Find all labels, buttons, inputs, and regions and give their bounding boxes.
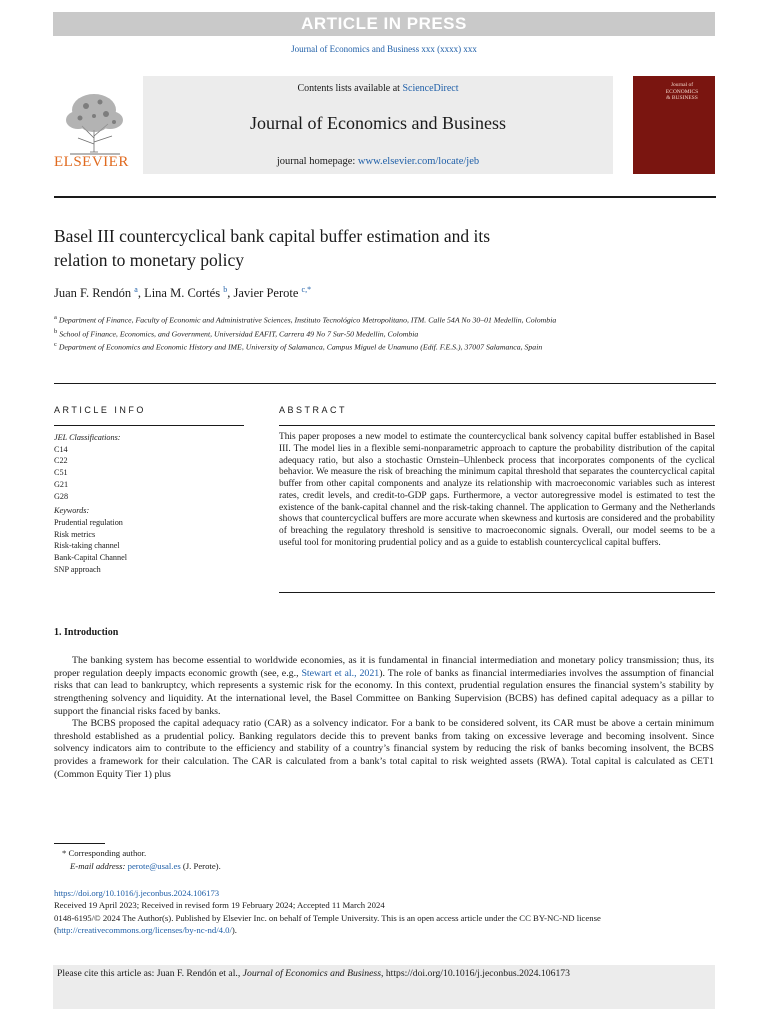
cover-line-3: & BUSINESS: [666, 95, 698, 101]
keyword: Prudential regulation: [54, 517, 123, 527]
cite-journal: Journal of Economics and Business: [242, 968, 381, 979]
journal-homepage: [143, 156, 613, 167]
jel-code: C22: [54, 456, 68, 466]
affiliation-marker: a: [54, 314, 57, 321]
author-name: Juan F. Rendón: [54, 286, 132, 301]
affiliations: [54, 312, 624, 353]
paragraph: The BCBS proposed the capital adequacy ratio (CAR) as a solvency indicator. For a bank to be considered solvent, its CAR must be above a certain minimum threshold established as a prudential policy. Banking regulators decide this to prevent banks from taking on excessive leverage and becoming insolvent. Since solvency indicators aim to contribute to the efficiency and stability of a country’s financial system by reducing the risk of banks becoming insolvent, the BCBS provides a framework for their calculation. The CAR is calculated from a bank’s total capital to risk weighted assets (RWA). Total capital is calculated as CET1 (Common Equity Tier 1) plus: [54, 718, 714, 780]
homepage-prefix: journal homepage:: [276, 156, 358, 167]
sciencedirect-link[interactable]: ScienceDirect: [402, 83, 459, 94]
abstract-end-divider: [279, 592, 715, 593]
article-title: [54, 224, 664, 272]
citation-box: [53, 965, 715, 1009]
email-link[interactable]: perote@usal.es: [127, 860, 181, 871]
article-in-press-banner: ARTICLE IN PRESS: [53, 12, 715, 36]
homepage-link[interactable]: www.elsevier.com/locate/jeb: [357, 156, 480, 167]
journal-cover-title: [650, 82, 714, 102]
author-affiliation-link[interactable]: c,*: [301, 285, 312, 294]
keyword: Bank-Capital Channel: [54, 553, 127, 563]
keyword: Risk metrics: [54, 529, 96, 539]
affiliation-text: School of Finance, Economics, and Government, Universidad EAFIT, Carrera 49 No 7 Sur-50 Medellin, Colombia: [59, 329, 419, 339]
doi-link[interactable]: https://doi.org/10.1016/j.jeconbus.2024.106173: [54, 888, 220, 898]
jel-code: G28: [54, 491, 69, 501]
elsevier-publisher-logo: ELSEVIER: [54, 154, 129, 170]
introduction-body: [54, 655, 714, 781]
author-name: Javier Perote: [233, 286, 299, 301]
jel-label: JEL Classifications:: [54, 433, 121, 442]
affiliation-text: Department of Economics and Economic History and IME, University of Salamanca, Campus Miguel de Unamuno (Edif. F.E.S.), 37007 Salamanca, Spain: [58, 342, 543, 352]
abstract-divider: [279, 425, 715, 426]
keyword: Risk-taking channel: [54, 541, 120, 551]
author-affiliation-link[interactable]: a: [134, 285, 138, 294]
affiliation-item: [54, 312, 624, 326]
corresponding-text: Corresponding author.: [68, 848, 147, 858]
cite-prefix: Please cite this article as: Juan F. Rendón et al.,: [57, 968, 243, 979]
paragraph-text: ). The role of banks as financial intermediaries involves the assumption of financial risks that can lead to bankruptcy, which represents a systemic risk for the economy. In this context, prudential regulation ensures the financial system’s stability by strengthening solvency and liquidity. At the international level, the Basel Committee on Banking Supervision (BCBS) has defined capital adequacy as a pillar to support the financial risks faced by banks.: [54, 667, 714, 717]
journal-reference-link[interactable]: Journal of Economics and Business xxx (xxxx) xxx: [291, 44, 477, 54]
email-line: [62, 860, 462, 873]
keywords-label: Keywords:: [54, 506, 90, 516]
article-info-divider: [54, 425, 244, 426]
abstract-text: This paper proposes a new model to estimate the countercyclical bank solvency capital buffer established in Basel III. The model lies in a flexible semi-nonparametric approach to capture the probability distribution of the capital adequacy ratio, but also a stochastic Ornstein–Uhlenbeck process that incorporates components of the cyclical behavior. We measure the risk of breaching the minimum capital threshold that separates the countercyclical capital buffer from other capital components and analyze its relationship with macroeconomic variables such as interest rates, credit levels, and credit-to-GDP gaps. Furthermore, a vector autoregressive model is estimated to test the existence of the bank-capital channel and the risk-taking channel. The application to Germany and the Netherlands shows that countercyclical buffers are more accurate when skewness and kurtosis are considered and the probability of breaching the regulatory threshold is sensitive to macroeconomic signals. Overall, our model seems to be a useful tool for monitoring prudential policy and as a guide to establish countercyclical capital buffers.: [279, 432, 715, 549]
introduction-heading: 1. Introduction: [54, 627, 119, 638]
title-line-2: relation to monetary policy: [54, 250, 245, 270]
title-line-1: Basel III countercyclical bank capital buffer estimation and its: [54, 226, 491, 246]
keyword: SNP approach: [54, 564, 101, 574]
affiliation-item: [54, 339, 624, 353]
article-info: [54, 432, 244, 575]
footnote-divider: [54, 843, 105, 844]
article-info-heading: ARTICLE INFO: [54, 405, 146, 415]
affiliation-item: [54, 326, 624, 340]
author-affiliation-link[interactable]: b: [223, 285, 228, 294]
header-divider: [54, 196, 716, 198]
journal-title: Journal of Economics and Business: [250, 113, 506, 133]
license-link[interactable]: http://creativecommons.org/licenses/by-nc-nd/4.0/: [56, 924, 232, 935]
author-list: Juan F. Rendón $^a$, Lina M. Cortés $^b$, Javier Perote $^{c,*}$: [54, 285, 312, 301]
email-suffix: (J. Perote).: [182, 860, 221, 871]
license-text: [54, 912, 716, 937]
jel-code: G21: [54, 479, 69, 489]
contents-line: [143, 83, 613, 94]
contents-prefix: Contents lists available at: [297, 83, 403, 94]
author-name: Lina M. Cortés: [144, 286, 221, 301]
affiliation-divider: [54, 383, 716, 384]
license-suffix: ).: [231, 924, 237, 935]
citation-link[interactable]: Stewart et al., 2021: [301, 667, 380, 679]
received-dates: Received 19 April 2023; Received in revised form 19 February 2024; Accepted 11 March 2024: [54, 900, 385, 911]
citation-text: [57, 968, 570, 979]
license-prefix: 0148-6195/© 2024 The Author(s). Published by Elsevier Inc. on behalf of Temple University. This is an open access article under the CC BY-NC-ND license (: [54, 912, 601, 935]
jel-code: C51: [54, 468, 68, 478]
article-metadata: [54, 887, 716, 936]
jel-code: C14: [54, 444, 68, 454]
paragraph: [54, 655, 714, 718]
cover-line-1: Journal of: [670, 82, 694, 88]
affiliation-marker: c: [54, 341, 57, 349]
cite-suffix: , https://doi.org/10.1016/j.jeconbus.2024.106173: [380, 968, 570, 979]
corresponding-note: [62, 847, 462, 860]
affiliation-text: Department of Finance, Faculty of Economic and Administrative Sciences, Instituto Tecnológico Metropolitano, ITM. Calle 54A No 30–01 Medellin, Colombia: [58, 315, 557, 325]
abstract-heading: ABSTRACT: [279, 405, 348, 415]
cover-line-2: ECONOMICS: [665, 88, 699, 95]
paragraph-text: The banking system has become essential to worldwide economies, as it is fundamental in financial intermediation and monetary policy transmission; thus, its proper regulation deeply impacts economic growth (see, e.g.,: [54, 655, 714, 679]
affiliation-marker: b: [54, 327, 58, 335]
email-label: E-mail address:: [70, 860, 126, 871]
footnote-marker: *: [62, 848, 67, 858]
footnote: [62, 847, 462, 872]
